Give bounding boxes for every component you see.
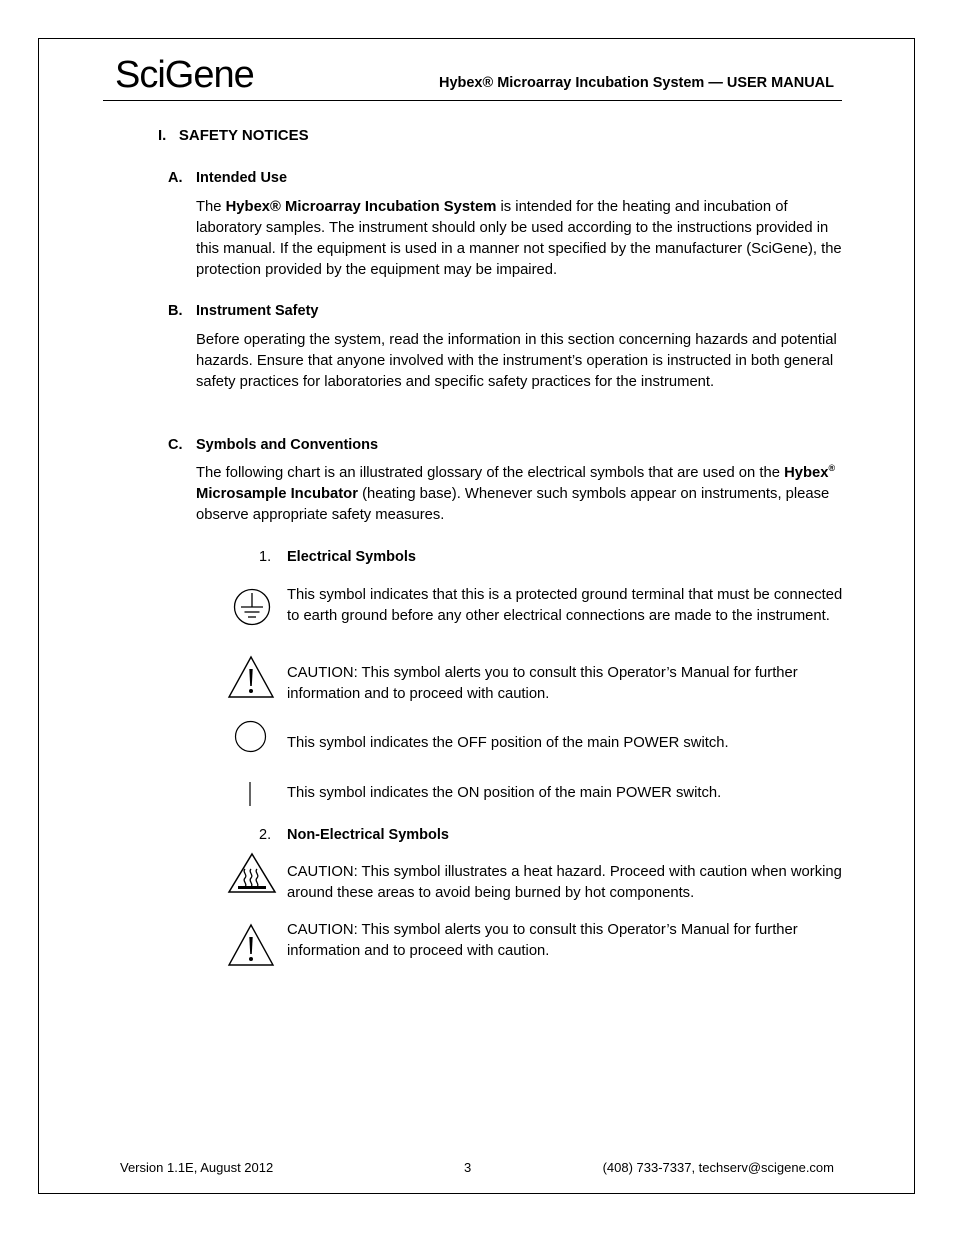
instrument-safety-label: Instrument Safety (196, 303, 319, 319)
power-on-line-icon (244, 781, 256, 807)
heat-hazard-icon (227, 852, 277, 894)
section-title (158, 127, 309, 144)
instrument-safety-heading (168, 303, 318, 319)
section-label: SAFETY NOTICES (178, 127, 309, 144)
caution-symbol-description-2: CAUTION: This symbol alerts you to consult this Operator’s Manual for further information and to proceed with caution. (287, 922, 798, 959)
header-title: Hybex® Microarray Incubation System — USER MANUAL (438, 75, 834, 91)
symbols-label: Symbols and Conventions (196, 437, 379, 453)
section-number: I. (158, 127, 167, 144)
off-symbol-description: This symbol indicates the OFF position of the main POWER switch. (287, 735, 729, 751)
intended-use-product: Hybex® Microarray Incubation System (225, 199, 497, 215)
electrical-symbols-heading (259, 549, 416, 565)
electrical-number: 1. (259, 549, 272, 565)
intended-use-text-start: The (196, 199, 226, 215)
symbols-text-end: (heating base). Whenever such symbols appear on instruments, please observe appropriate safety measures. (196, 486, 830, 523)
scigene-logo: SciGene (115, 54, 254, 96)
symbols-letter: C. (168, 437, 183, 453)
electrical-label: Electrical Symbols (287, 549, 416, 565)
symbols-text-start: The following chart is an illustrated glossary of the electrical symbols that are used on the (196, 465, 785, 481)
symbols-brand-name: Hybex (784, 465, 829, 481)
non-electrical-label: Non-Electrical Symbols (287, 827, 449, 843)
footer-page-number: 3 (464, 1160, 472, 1175)
intended-use-letter: A. (168, 170, 183, 186)
symbols-paragraph (196, 463, 842, 526)
non-electrical-symbols-heading (259, 827, 449, 843)
intended-use-text-end: is intended for the heating and incubation of laboratory samples. The instrument should only be used according to the instructions provided in this manual. If the equipment is used in a manner not specified by the manufacturer (SciGene), the protection provided by the equipment may be impaired. (196, 199, 842, 278)
caution-triangle-icon (227, 655, 275, 699)
footer-contact: (408) 733-7337, techserv@scigene.com (602, 1160, 834, 1175)
caution-symbol-description: CAUTION: This symbol alerts you to consult this Operator’s Manual for further information and to proceed with caution. (287, 665, 798, 702)
intended-use-label: Intended Use (196, 170, 288, 186)
footer-version: Version 1.1E, August 2012 (120, 1160, 274, 1175)
non-electrical-number: 2. (259, 827, 272, 843)
protective-ground-icon (232, 587, 272, 627)
header-divider (103, 100, 842, 101)
on-symbol-description: This symbol indicates the ON position of the main POWER switch. (287, 785, 722, 801)
heat-hazard-description: CAUTION: This symbol illustrates a heat hazard. Proceed with caution when working around these areas to avoid being burned by hot components. (287, 864, 842, 901)
symbols-heading (168, 437, 378, 453)
power-off-circle-icon (233, 719, 268, 754)
ground-symbol-description: This symbol indicates that this is a protected ground terminal that must be connected to earth ground before any other electrical connections are made to the instrument. (287, 587, 843, 624)
instrument-safety-paragraph: Before operating the system, read the information in this section concerning hazards and potential hazards. Ensure that anyone involved with the instrument’s operation is instructed in both general safety practices for laboratories and specific safety practices for the instrument. (196, 332, 837, 390)
intended-use-heading (168, 170, 287, 186)
symbols-brand-product: Microsample Incubator (196, 486, 358, 502)
intended-use-paragraph (196, 197, 842, 281)
symbols-brand-reg: ® (828, 463, 836, 474)
instrument-safety-letter: B. (168, 303, 183, 319)
caution-triangle-icon (227, 923, 275, 967)
